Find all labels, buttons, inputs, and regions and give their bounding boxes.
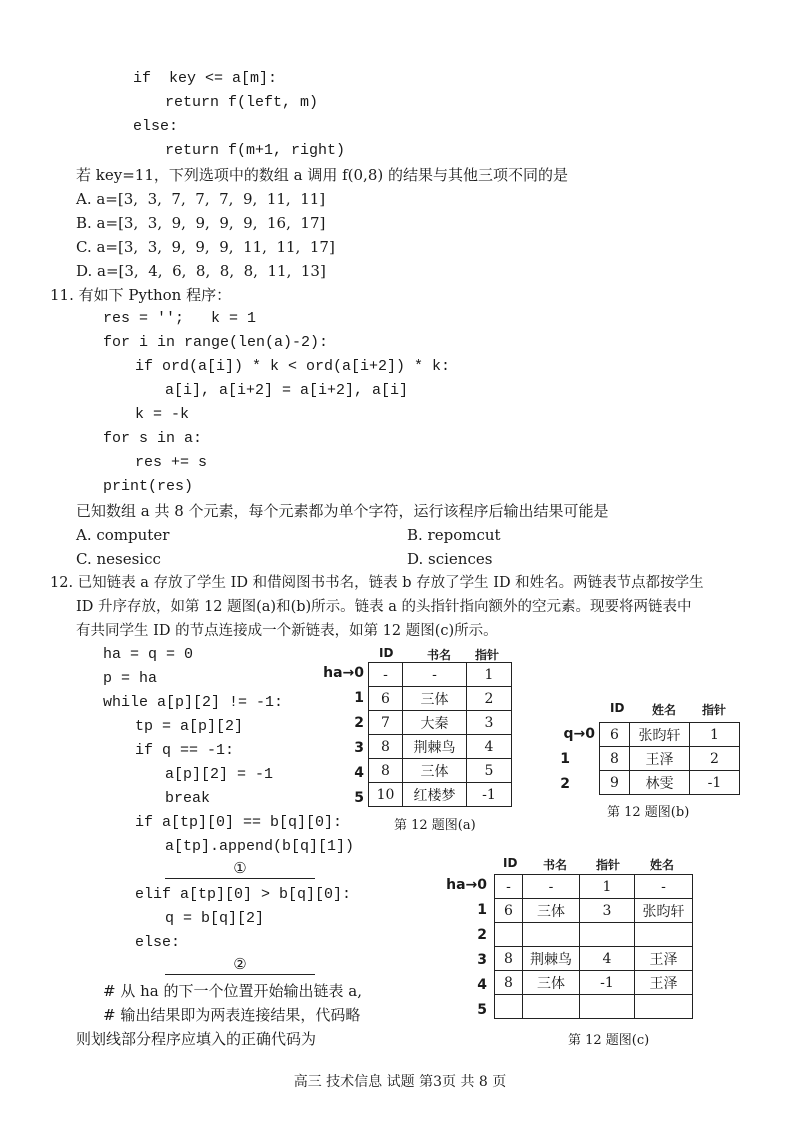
q11-code-line: for i in range(len(a)-2): — [103, 334, 329, 351]
q11-option-c: C. nesesicc — [76, 550, 161, 568]
table-cell: - — [635, 875, 693, 899]
q10-option-b: B. a=[3, 3, 9, 9, 9, 9, 16, 17] — [76, 214, 326, 232]
table-row — [369, 783, 512, 807]
table-cell: 2 — [467, 687, 512, 711]
table-cell: 荆棘鸟 — [523, 947, 580, 971]
table-b-header: 指针 — [702, 703, 727, 717]
table-cell: 9 — [600, 771, 630, 795]
table-cell: 1 — [690, 723, 740, 747]
table-a-row-label: 5 — [354, 790, 364, 806]
table-row — [600, 771, 740, 795]
table-a-row-label: 4 — [354, 765, 364, 781]
table-c-header: 姓名 — [650, 858, 675, 872]
table-a-row-label: 3 — [354, 740, 364, 756]
table-cell: 张昀轩 — [630, 723, 690, 747]
q10-code-line: return f(m+1, right) — [165, 142, 346, 159]
q11-stem: 已知数组 a 共 8 个元素，每个元素都为单个字符，运行该程序后输出结果可能是 — [76, 502, 609, 520]
table-cell — [495, 923, 523, 947]
table-a-row-label: 2 — [354, 715, 364, 731]
q11-code-line: print(res) — [103, 478, 194, 495]
table-cell: 林雯 — [630, 771, 690, 795]
q11-code-line: for s in a: — [103, 430, 203, 447]
q12-comment: # 输出结果即为两表连接结果，代码略 — [103, 1006, 361, 1024]
q12-code-line: a[p][2] = -1 — [165, 766, 274, 783]
table-cell: 王泽 — [635, 947, 693, 971]
q11-option-a: A. computer — [76, 526, 170, 544]
table-a-header: ID — [379, 646, 394, 660]
table-cell — [580, 923, 635, 947]
q12-stem-line: 12. 已知链表 a 存放了学生 ID 和借阅图书书名，链表 b 存放了学生 ID 和姓名。两链表节点都按学生 — [50, 575, 704, 591]
table-cell: 5 — [467, 759, 512, 783]
q11-option-d: D. sciences — [407, 550, 493, 568]
table-cell: 张昀轩 — [635, 899, 693, 923]
q12-code-line: q = b[q][2] — [165, 910, 265, 927]
table-cell — [523, 995, 580, 1019]
table-cell: 三体 — [403, 687, 467, 711]
q10-stem: 若 key=11，下列选项中的数组 a 调用 f(0,8) 的结果与其他三项不同的是 — [76, 166, 568, 184]
q12-code-line: while a[p][2] != -1: — [103, 694, 284, 711]
table-cell: - — [495, 875, 523, 899]
table-cell: -1 — [580, 971, 635, 995]
table-cell: 8 — [369, 735, 403, 759]
table-c-row-label: 1 — [477, 902, 487, 918]
table-b-header: 姓名 — [652, 703, 677, 717]
q12-stem-line: 有共同学生 ID 的节点连接成一个新链表，如第 12 题图(c)所示。 — [76, 623, 498, 639]
table-cell: 三体 — [523, 899, 580, 923]
table-cell — [495, 995, 523, 1019]
table-cell: -1 — [467, 783, 512, 807]
table-a-header: 书名 — [427, 648, 452, 662]
table-row — [495, 947, 693, 971]
table-a-caption: 第 12 题图(a) — [394, 818, 476, 833]
q12-code-line: p = ha — [103, 670, 158, 687]
q12-code-line: if a[tp][0] == b[q][0]: — [135, 814, 343, 831]
table-cell: 红楼梦 — [403, 783, 467, 807]
table-cell: -1 — [690, 771, 740, 795]
table-c-header: ID — [503, 856, 518, 870]
table-c-header: 书名 — [543, 858, 568, 872]
table-cell: 3 — [467, 711, 512, 735]
q10-code-line: if key <= a[m]: — [133, 70, 278, 87]
q11-code-line: res += s — [135, 454, 208, 471]
table-b-row-label: 1 — [560, 751, 570, 767]
q12-code-line: ha = q = 0 — [103, 646, 194, 663]
table-cell: 4 — [467, 735, 512, 759]
table-row — [495, 995, 693, 1019]
table-b — [599, 722, 740, 795]
q12-code-line: if q == -1: — [135, 742, 235, 759]
q10-code-line: return f(left, m) — [165, 94, 319, 111]
table-a-row-label: ha→0 — [323, 665, 364, 681]
table-cell: 8 — [369, 759, 403, 783]
page-footer: 高三 技术信息 试题 第3页 共 8 页 — [293, 1074, 507, 1090]
table-a-header: 指针 — [475, 648, 500, 662]
q10-option-c: C. a=[3, 3, 9, 9, 9, 11, 11, 17] — [76, 238, 335, 256]
table-cell: 8 — [600, 747, 630, 771]
table-cell: - — [523, 875, 580, 899]
table-cell: 荆棘鸟 — [403, 735, 467, 759]
table-cell — [580, 995, 635, 1019]
q11-option-b: B. repomcut — [407, 526, 501, 544]
table-cell: 6 — [369, 687, 403, 711]
table-cell: 三体 — [403, 759, 467, 783]
table-cell: 王泽 — [630, 747, 690, 771]
q11-title: 11. 有如下 Python 程序： — [50, 286, 232, 304]
table-cell: 大秦 — [403, 711, 467, 735]
q12-stem-line: ID 升序存放，如第 12 题图(a)和(b)所示。链表 a 的头指针指向额外的空元素。现要将两链表中 — [76, 599, 692, 615]
q12-code-line: elif a[tp][0] > b[q][0]: — [135, 886, 352, 903]
table-row — [495, 971, 693, 995]
table-b-header: ID — [610, 701, 625, 715]
table-cell — [523, 923, 580, 947]
q10-code-line: else: — [133, 118, 179, 135]
table-row — [495, 875, 693, 899]
q12-code-line: break — [165, 790, 211, 807]
table-row — [369, 663, 512, 687]
blank-1[interactable]: ① — [165, 858, 315, 879]
table-cell: - — [369, 663, 403, 687]
table-row — [369, 759, 512, 783]
table-row — [495, 899, 693, 923]
q10-option-a: A. a=[3, 3, 7, 7, 7, 9, 11, 11] — [76, 190, 326, 208]
q11-code-line: res = ''; k = 1 — [103, 310, 257, 327]
table-c-row-label: 4 — [477, 977, 487, 993]
table-cell — [635, 923, 693, 947]
table-cell: 三体 — [523, 971, 580, 995]
table-row — [600, 723, 740, 747]
table-cell: 8 — [495, 947, 523, 971]
table-c-caption: 第 12 题图(c) — [568, 1033, 650, 1048]
q12-code-line: else: — [135, 934, 181, 951]
q10-option-d: D. a=[3, 4, 6, 8, 8, 8, 11, 13] — [76, 262, 326, 280]
table-cell: 3 — [580, 899, 635, 923]
table-cell: 王泽 — [635, 971, 693, 995]
table-b-caption: 第 12 题图(b) — [607, 805, 690, 820]
table-c-row-label: 3 — [477, 952, 487, 968]
table-cell: 2 — [690, 747, 740, 771]
table-row — [369, 687, 512, 711]
table-cell: 6 — [600, 723, 630, 747]
q12-final-prompt: 则划线部分程序应填入的正确代码为 — [76, 1030, 317, 1048]
table-c-row-label: 5 — [477, 1002, 487, 1018]
q11-code-line: if ord(a[i]) * k < ord(a[i+2]) * k: — [135, 358, 451, 375]
table-row — [369, 735, 512, 759]
table-b-row-label: q→0 — [563, 726, 595, 742]
q11-code-line: k = -k — [135, 406, 190, 423]
table-cell: 1 — [467, 663, 512, 687]
table-cell: 10 — [369, 783, 403, 807]
table-row — [600, 747, 740, 771]
table-cell: 8 — [495, 971, 523, 995]
table-c-row-label: ha→0 — [446, 877, 487, 893]
table-cell: 6 — [495, 899, 523, 923]
table-cell: 1 — [580, 875, 635, 899]
q11-code-line: a[i], a[i+2] = a[i+2], a[i] — [165, 382, 409, 399]
q12-code-line: a[tp].append(b[q][1]) — [165, 838, 355, 855]
table-a-row-label: 1 — [354, 690, 364, 706]
q12-comment: # 从 ha 的下一个位置开始输出链表 a, — [103, 982, 362, 1000]
table-c-header: 指针 — [596, 858, 621, 872]
table-cell — [635, 995, 693, 1019]
table-c — [494, 874, 693, 1019]
blank-2[interactable]: ② — [165, 954, 315, 975]
table-cell: - — [403, 663, 467, 687]
table-row — [369, 711, 512, 735]
table-cell: 4 — [580, 947, 635, 971]
table-c-row-label: 2 — [477, 927, 487, 943]
table-b-row-label: 2 — [560, 776, 570, 792]
table-cell: 7 — [369, 711, 403, 735]
q12-code-line: tp = a[p][2] — [135, 718, 244, 735]
table-a — [368, 662, 512, 807]
table-row — [495, 923, 693, 947]
